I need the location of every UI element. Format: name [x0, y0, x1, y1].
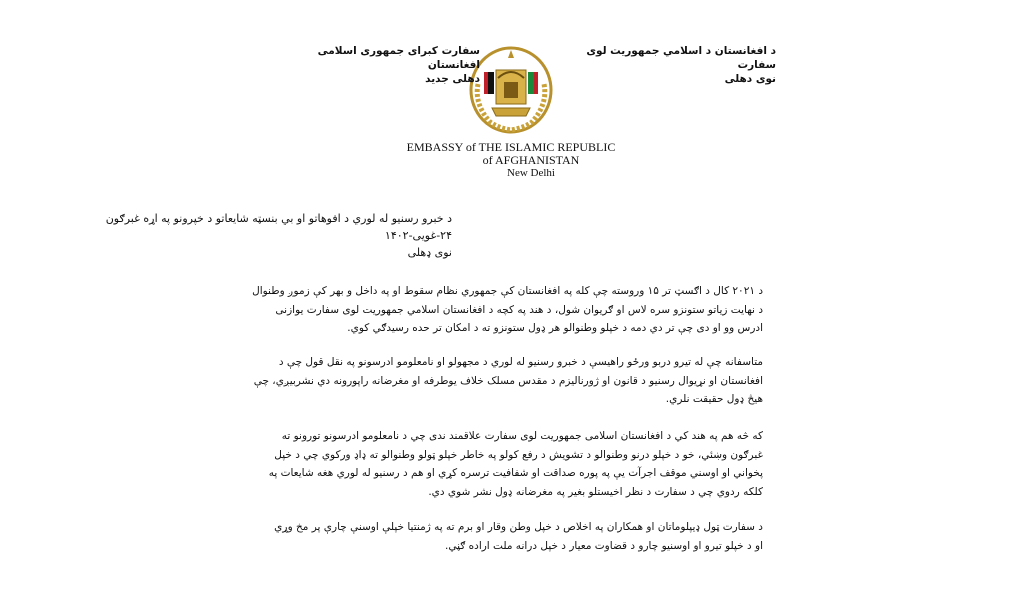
- paragraph-line: افغانستان او نړیوال رسنیو د قانون او ژورنالیزم د مقدس مسلک خلاف یوطرفه او مغرضانه راپورونه دي نشربیږي، چې: [253, 374, 763, 387]
- embassy-title-line2: of AFGHANISTAN: [482, 153, 580, 167]
- header-dari-line2: دهلی جدید: [425, 73, 480, 85]
- letter-date: ۲۴-غویی-۱۴۰۲: [384, 229, 452, 242]
- paragraph-1: [252, 282, 763, 338]
- paragraph-line: د سفارت ټول ډیپلوماتان او همکاران په اخلاص د خپل وطن وقار او برم ته په ژمنتیا خپلې اوسنې چارې پر مخ وړي: [274, 521, 763, 533]
- afghanistan-emblem-icon: [468, 44, 554, 134]
- paragraph-line: که څه هم په هند کي د افغانستان اسلامی جمهوریت لوی سفارت علاقمند ندی چي د نامعلومو ادرسونو تورونو ته: [281, 430, 763, 442]
- paragraph-line: د ۲۰۲۱ کال د اګسټ تر ۱۵ وروسته چې کله په افغانستان کې جمهوري نظام سقوط او په داخل و بهر کې زموږ وطنوال: [252, 285, 763, 297]
- paragraph-4: [258, 518, 763, 555]
- paragraph-2: [253, 353, 763, 409]
- header-pashto: [546, 44, 776, 86]
- header-dari-line1: سفارت کبرای جمهوری اسلامی افغانستان: [317, 45, 480, 71]
- paragraph-line: پخواني او اوسني موقف اجرآت یې په پوره صداقت او شفافیت ترسره کړي او هم د رسنیو له لوري هغه شایعات په: [268, 467, 763, 479]
- embassy-title-line3: New Delhi: [507, 167, 555, 179]
- paragraph-line: ادرس وو او دی چې تر دي دمه د خپلو وطنوالو هر ډول ستونزو ته د امکان تر حده رسیدګي کوي.: [347, 322, 763, 334]
- paragraph-line: غبرګون وښئي، خو د خپلو درنو وطنوالو د تشویش د رفع کولو په خاطر خپلو ټولو وطنوالو ته ډاډ ورکوي چي د خپل: [274, 448, 763, 461]
- header-pashto-line1: د افغانستان د اسلامي جمهوریت لوی سفارت: [586, 45, 776, 71]
- paragraph-line: کلکه ردوي چي د سفارت د نظر اخیستلو بغیر په مغرضانه ډول نشر شوي دي.: [428, 485, 763, 498]
- paragraph-line: متاسفانه چې له تیرو دربو ورځو راهیسې د خبرو رسنیو له لوري د مجهولو او نامعلومو ادرسونو په نقل قول چې د: [278, 356, 763, 368]
- paragraph-line: او د خپلو تیرو او اوسنیو چارو د قضاوت معیار د خپل درانه ملت اراده ګڼي.: [445, 539, 763, 552]
- paragraph-line: د نهایت زیاتو ستونزو سره لاس او ګریوان شول، د هند په کچه د افغانستان اسلامي جمهوریت لوی سفارت یوازنی: [275, 303, 763, 316]
- paragraph-3: [258, 427, 763, 501]
- embassy-english-title: [400, 141, 622, 180]
- header-dari: [290, 44, 480, 86]
- subject-line: د خبرو رسنیو له لوري د افوهاتو او بي بنسټه شایعاتو د خپرونو په اړه غبرګون: [105, 212, 452, 225]
- embassy-title-line1: EMBASSY of THE ISLAMIC REPUBLIC: [406, 140, 616, 154]
- header-pashto-line2: نوی دهلی: [724, 73, 776, 85]
- letter-subject: [52, 210, 452, 261]
- letter-place: نوی ډهلی: [407, 246, 452, 259]
- paragraph-line: هیڅ ډول حقیقت نلري.: [665, 393, 763, 405]
